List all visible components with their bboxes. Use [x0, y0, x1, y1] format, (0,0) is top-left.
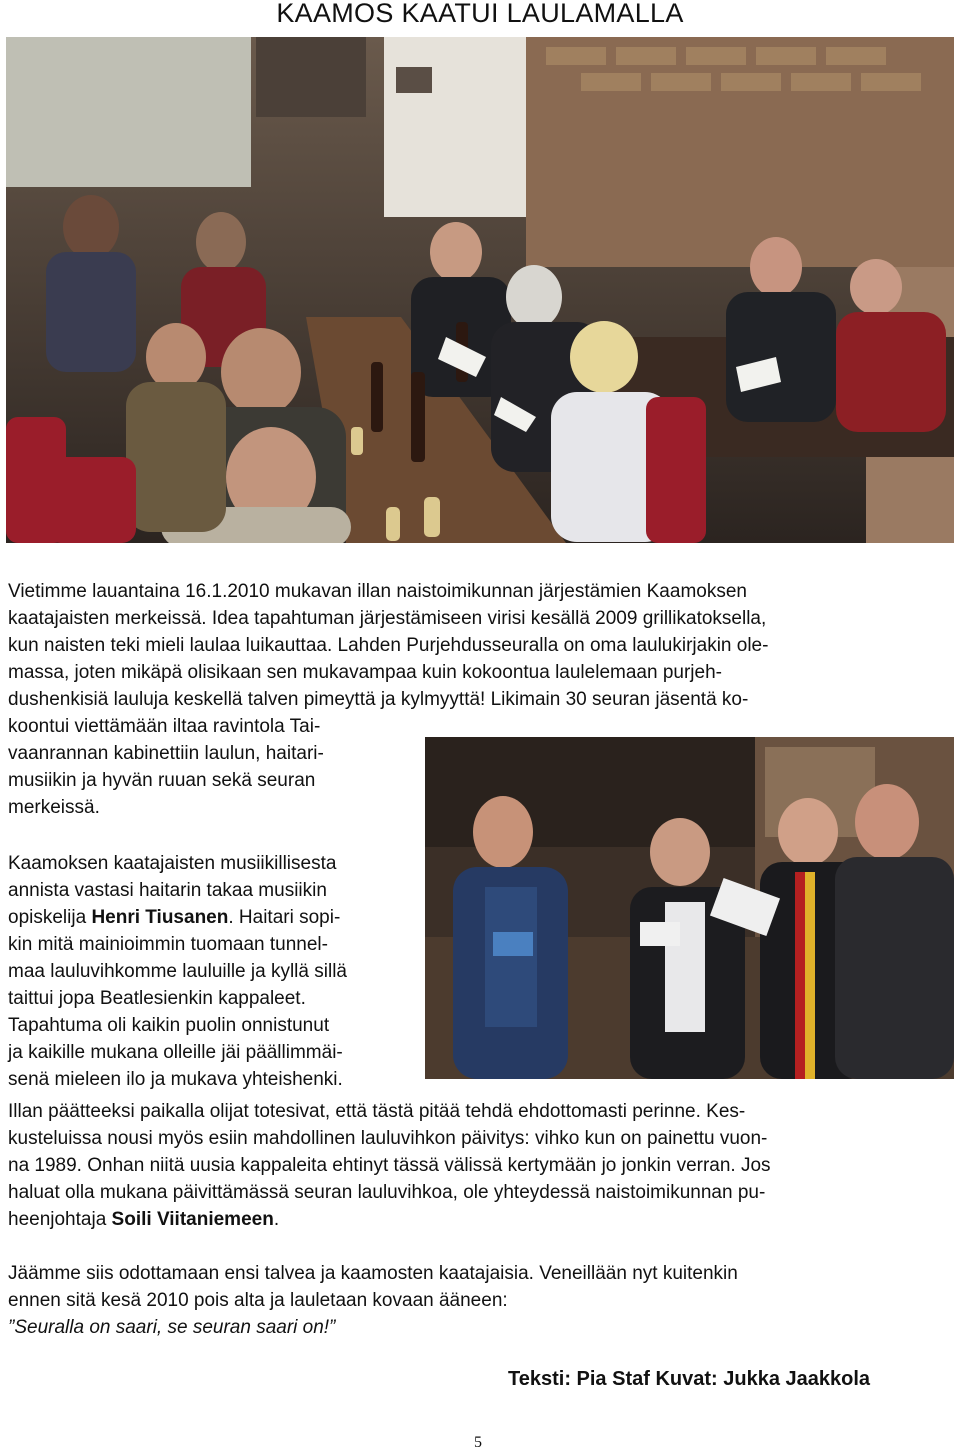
paragraph-2-line-1: Kaamoksen kaatajaisten musiikillisesta: [8, 853, 337, 874]
paragraph-2-line-6: taittui jopa Beatlesienkin kappaleet.: [8, 988, 306, 1009]
paragraph-1-line-8: musiikin ja hyvän ruuan sekä seuran: [8, 770, 316, 791]
paragraph-3-line-3: na 1989. Onhan niitä uusia kappaleita ehtinyt tässä välissä kertymään jo jonkin verran. Jos: [8, 1155, 771, 1176]
paragraph-2-line-7: Tapahtuma oli kaikin puolin onnistunut: [8, 1015, 330, 1036]
paragraph-4-line-2: ennen sitä kesä 2010 pois alta ja lauletaan kovaan ääneen:: [8, 1290, 508, 1311]
byline: Teksti: Pia Staf Kuvat: Jukka Jaakkola: [508, 1368, 871, 1390]
paragraph-3-line-4: haluat olla mukana päivittämässä seuran lauluvihkoa, ole yhteydessä naistoimikunnan pu-: [8, 1182, 766, 1203]
paragraph-1-line-3: kun naisten teki mieli laulaa luikauttaa. Lahden Purjehdusseuralla on oma laulukirjakin ole-: [8, 635, 769, 656]
paragraph-1-line-5: dushenkisiä lauluja keskellä talven pimeyttä ja kylmyyttä! Likimain 30 seuran jäsentä ko-: [8, 689, 749, 710]
paragraph-1-line-1: Vietimme lauantaina 16.1.2010 mukavan illan naistoimikunnan järjestämien Kaamoksen: [8, 581, 747, 602]
paragraph-1-line-2: kaatajaisten merkeissä. Idea tapahtuman järjestämiseen virisi kesällä 2009 grillikatoksella,: [8, 608, 767, 629]
song-quote: ”Seuralla on saari, se seuran saari on!”: [8, 1317, 336, 1338]
paragraph-1-line-9: merkeissä.: [8, 797, 100, 818]
singers-photo: [425, 737, 954, 1079]
musician-name: Henri Tiusanen: [91, 907, 229, 928]
dinner-photo: [6, 37, 954, 543]
chair-name: Soili Viitaniemeen: [111, 1209, 274, 1230]
paragraph-2-line-4: kin mitä mainioimmin tuomaan tunnel-: [8, 934, 328, 955]
page-number: 5: [474, 1434, 482, 1451]
paragraph-3-line-5: heenjohtaja Soili Viitaniemeen.: [8, 1209, 280, 1230]
paragraph-4-line-1: Jäämme siis odottamaan ensi talvea ja kaamosten kaatajaisia. Veneillään nyt kuitenkin: [8, 1263, 738, 1284]
paragraph-2-line-8: ja kaikille mukana olleille jäi päällimmäi-: [8, 1042, 343, 1063]
paragraph-3-line-1: Illan päätteeksi paikalla olijat totesivat, että tästä pitää tehdä ehdottomasti perinne. Kes-: [8, 1101, 746, 1122]
paragraph-1-line-4: massa, joten mikäpä olisikaan sen mukavampaa kuin kokoontua laulelemaan purjeh-: [8, 662, 722, 683]
page-title: KAAMOS KAATUI LAULAMALLA: [276, 0, 684, 28]
paragraph-3-line-2: kusteluissa nousi myös esiin mahdollinen lauluvihkon päivitys: vihko kun on painettu vuon-: [8, 1128, 768, 1149]
paragraph-2-line-9: senä mieleen ilo ja mukava yhteishenki.: [8, 1069, 343, 1090]
paragraph-1-line-7: vaanrannan kabinettiin laulun, haitari-: [8, 743, 324, 764]
paragraph-2-line-3: opiskelija Henri Tiusanen. Haitari sopi-: [8, 907, 341, 928]
paragraph-2-line-5: maa lauluvihkomme lauluille ja kyllä sillä: [8, 961, 347, 982]
paragraph-2-line-2: annista vastasi haitarin takaa musiikin: [8, 880, 327, 901]
paragraph-1-line-6: koontui viettämään iltaa ravintola Tai-: [8, 716, 321, 737]
